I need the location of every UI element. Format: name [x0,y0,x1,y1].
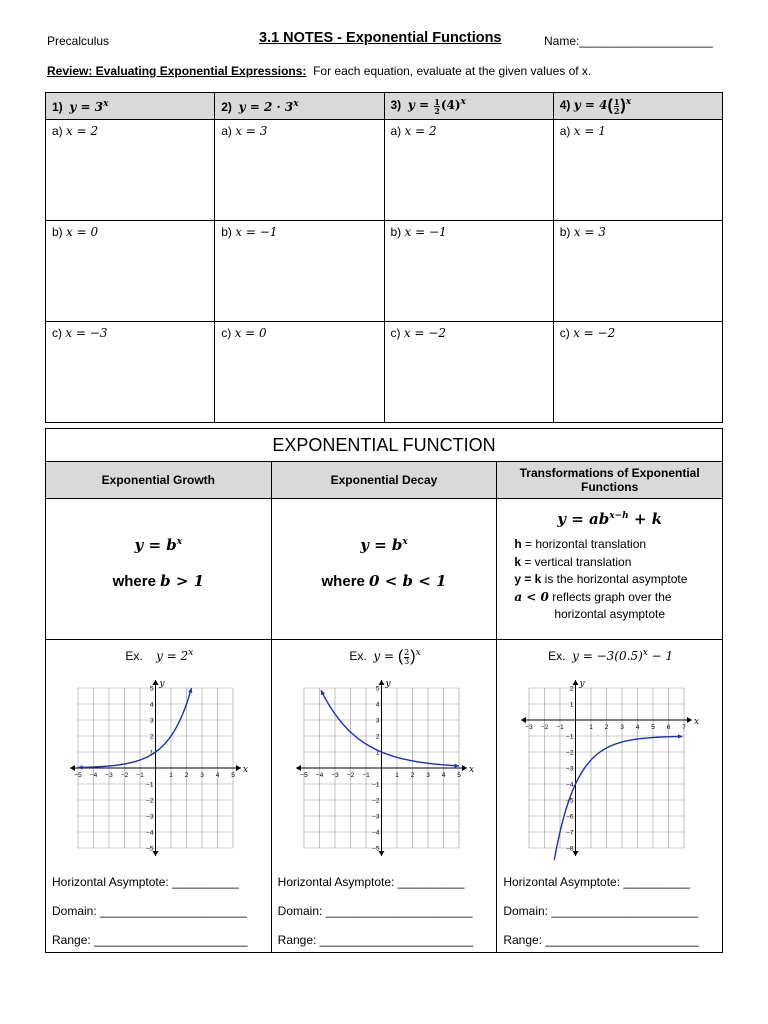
answer-cell[interactable]: c) x = 0 [215,322,384,423]
range-blank[interactable]: Range: _______________________ [503,933,699,947]
answer-cell[interactable]: c) x = −2 [553,322,722,423]
horizontal-asymptote-blank[interactable]: Horizontal Asymptote: __________ [503,875,691,889]
transform-example-label: Ex. $y = -3(0.5)^x - 1$ [548,648,674,663]
answer-cell[interactable]: a) x = 2 [384,120,553,221]
y-tick-label: −3 [371,813,380,821]
horizontal-asymptote-blank[interactable]: Horizontal Asymptote: __________ [52,875,239,889]
y-tick-label: −3 [566,765,574,773]
y-axis-arrow [153,680,159,685]
review-col-1: 1) $y = 3^x$ [46,93,215,120]
review-row-c [46,322,723,423]
growth-formula: $y = b^x$ [134,536,183,554]
x-tick-label: −4 [89,772,98,779]
y-tick-label: 5 [149,685,154,693]
y-tick-label: −4 [146,829,154,837]
review-col-3: 3) y = $\frac{1}{2}$ $(4)^x$ [384,93,553,120]
transform-formula: $y = ab^{x-h} + k$ [557,510,663,528]
curve-arrow [454,763,459,767]
x-tick-label: 5 [651,724,656,731]
y-tick-label: 1 [149,749,154,757]
x-axis-label: x [468,765,474,775]
x-tick-label: 6 [667,724,671,731]
x-tick-label: −2 [120,772,129,779]
domain-blank[interactable]: Domain: ______________________ [52,904,247,918]
curve-arrow [678,734,683,738]
transform-example-cell [497,640,723,953]
y-tick-label: 1 [375,749,380,757]
transform-item-k: k = vertical translation [514,554,632,569]
x-axis-arrow [687,717,692,723]
y-tick-label: −7 [566,829,574,837]
x-tick-label: 2 [184,772,189,779]
y-tick-label: −4 [371,829,380,837]
domain-blank[interactable]: Domain: ______________________ [503,904,699,918]
transform-blanks [503,868,699,955]
transform-item-h: h = horizontal translation [514,537,647,551]
answer-cell[interactable]: b) x = −1 [215,221,384,322]
review-instructions [47,64,591,78]
x-axis-arrow [296,765,301,771]
range-blank[interactable]: Range: _______________________ [52,933,248,947]
y-tick-label: 3 [149,717,154,725]
function-curve [538,733,683,860]
function-curve [321,690,459,766]
growth-example-cell [46,640,272,953]
y-tick-label: −5 [566,797,574,805]
horizontal-asymptote-blank[interactable]: Horizontal Asymptote: __________ [277,875,465,889]
y-tick-label: 3 [375,717,380,725]
y-tick-label: −1 [566,733,574,741]
review-col-4: 4) y = 4( $\frac{1}{2}$ )$^x$ [553,93,722,120]
growth-blanks [52,868,248,955]
review-heading: Review: Evaluating Exponential Expressions: [47,64,307,78]
x-tick-label: −2 [346,772,354,779]
y-tick-label: −8 [566,845,574,853]
x-axis-label: x [243,765,249,775]
x-tick-label: 3 [425,772,430,779]
answer-cell[interactable]: c) x = −3 [46,322,215,423]
answer-cell[interactable]: c) x = −2 [384,322,553,423]
x-tick-label: 2 [605,724,609,731]
y-tick-label: −1 [371,781,380,789]
y-tick-label: −2 [146,797,154,805]
decay-example-cell [271,640,497,953]
y-tick-label: −3 [146,813,154,821]
x-tick-label: −5 [299,772,308,779]
y-tick-label: 4 [149,701,154,709]
transform-item-asymptote: y = k is the horizontal asymptote [514,572,688,586]
x-tick-label: 1 [169,772,173,779]
answer-cell[interactable]: a) x = 1 [553,120,722,221]
exponential-function-table [45,428,723,953]
page-header [47,30,723,54]
x-tick-label: −3 [330,772,339,779]
decay-example-label: Ex. y = ( $\frac{2}{3}$ )$^x$ [349,647,421,666]
name-field[interactable]: Name:____________________ [544,34,713,48]
growth-example-label: Ex. $y = 2^x$ [125,648,194,663]
x-tick-label: −4 [315,772,323,779]
x-tick-label: −1 [136,772,144,779]
curve-arrow [78,765,83,769]
x-tick-label: 3 [200,772,204,779]
decay-condition: where 0 < b < 1 [321,572,447,590]
review-col-2: 2) $y = 2 \cdot 3^x$ [215,93,384,120]
x-tick-label: −1 [361,772,370,779]
transform-graph [497,670,722,860]
y-tick-label: −1 [146,781,154,789]
x-tick-label: 1 [589,724,594,731]
y-tick-label: −6 [566,813,574,821]
x-tick-label: 7 [682,724,687,731]
transform-formula-cell [497,499,723,640]
y-tick-label: 5 [375,685,380,693]
x-tick-label: 4 [636,724,640,731]
y-tick-label: −2 [566,749,574,757]
y-tick-label: −4 [566,781,574,789]
x-tick-label: 1 [394,772,399,779]
course-name: Precalculus [47,34,110,48]
transform-item-reflect-cont: horizontal asymptote [554,607,666,621]
transform-list [514,536,721,624]
header-decay: Exponential Decay [271,462,497,499]
y-tick-label: −5 [146,845,154,853]
range-blank[interactable]: Range: _______________________ [277,933,474,947]
y-axis-label: y [579,679,585,689]
answer-cell[interactable]: b) x = −1 [384,221,553,322]
x-tick-label: −3 [525,724,534,731]
x-axis-arrow [70,765,75,771]
x-tick-label: 3 [620,724,625,731]
decay-formula-cell [271,499,497,640]
page-title: 3.1 NOTES - Exponential Functions [259,30,502,46]
function-curve [78,685,191,767]
x-tick-label: 5 [231,772,235,779]
review-instruction: For each equation, evaluate at the given values of x. [313,64,592,78]
x-tick-label: −1 [556,724,565,731]
y-axis-label: y [159,679,165,689]
y-axis-label: y [385,679,391,689]
review-table [45,92,723,423]
x-tick-label: 2 [410,772,414,779]
y-tick-label: 2 [149,733,154,741]
x-tick-label: −3 [105,772,113,779]
answer-cell[interactable]: b) x = 0 [46,221,215,322]
x-tick-label: 4 [441,772,445,779]
answer-cell[interactable]: a) x = 3 [215,120,384,221]
y-tick-label: 4 [375,701,380,709]
x-axis-arrow [521,717,526,723]
ef-title: EXPONENTIAL FUNCTION [46,429,723,462]
y-tick-label: 1 [570,701,574,709]
y-tick-label: −2 [371,797,380,805]
growth-formula-cell [46,499,272,640]
answer-cell[interactable]: b) x = 3 [553,221,722,322]
review-row-b [46,221,723,322]
y-tick-label: −5 [371,845,380,853]
decay-graph [272,670,497,860]
x-axis-arrow [462,765,467,771]
header-transform: Transformations of Exponential Functions [497,462,723,499]
growth-graph [46,670,271,860]
header-growth: Exponential Growth [46,462,272,499]
y-tick-label: 2 [375,733,380,741]
y-tick-label: 2 [570,685,574,693]
y-axis-arrow [573,680,579,685]
x-tick-label: 4 [215,772,220,779]
x-tick-label: −2 [541,724,549,731]
decay-formula: $y = b^x$ [360,536,408,554]
x-axis-arrow [236,765,241,771]
x-tick-label: 5 [456,772,461,779]
x-tick-label: −5 [74,772,82,779]
y-axis-arrow [378,680,384,685]
growth-condition: where b > 1 [112,572,205,590]
review-row-a [46,120,723,221]
x-axis-label: x [694,717,700,727]
domain-blank[interactable]: Domain: ______________________ [277,904,473,918]
transform-item-reflect: a < 0 reflects graph over the [514,589,672,604]
answer-cell[interactable]: a) x = 2 [46,120,215,221]
decay-blanks [278,868,474,955]
